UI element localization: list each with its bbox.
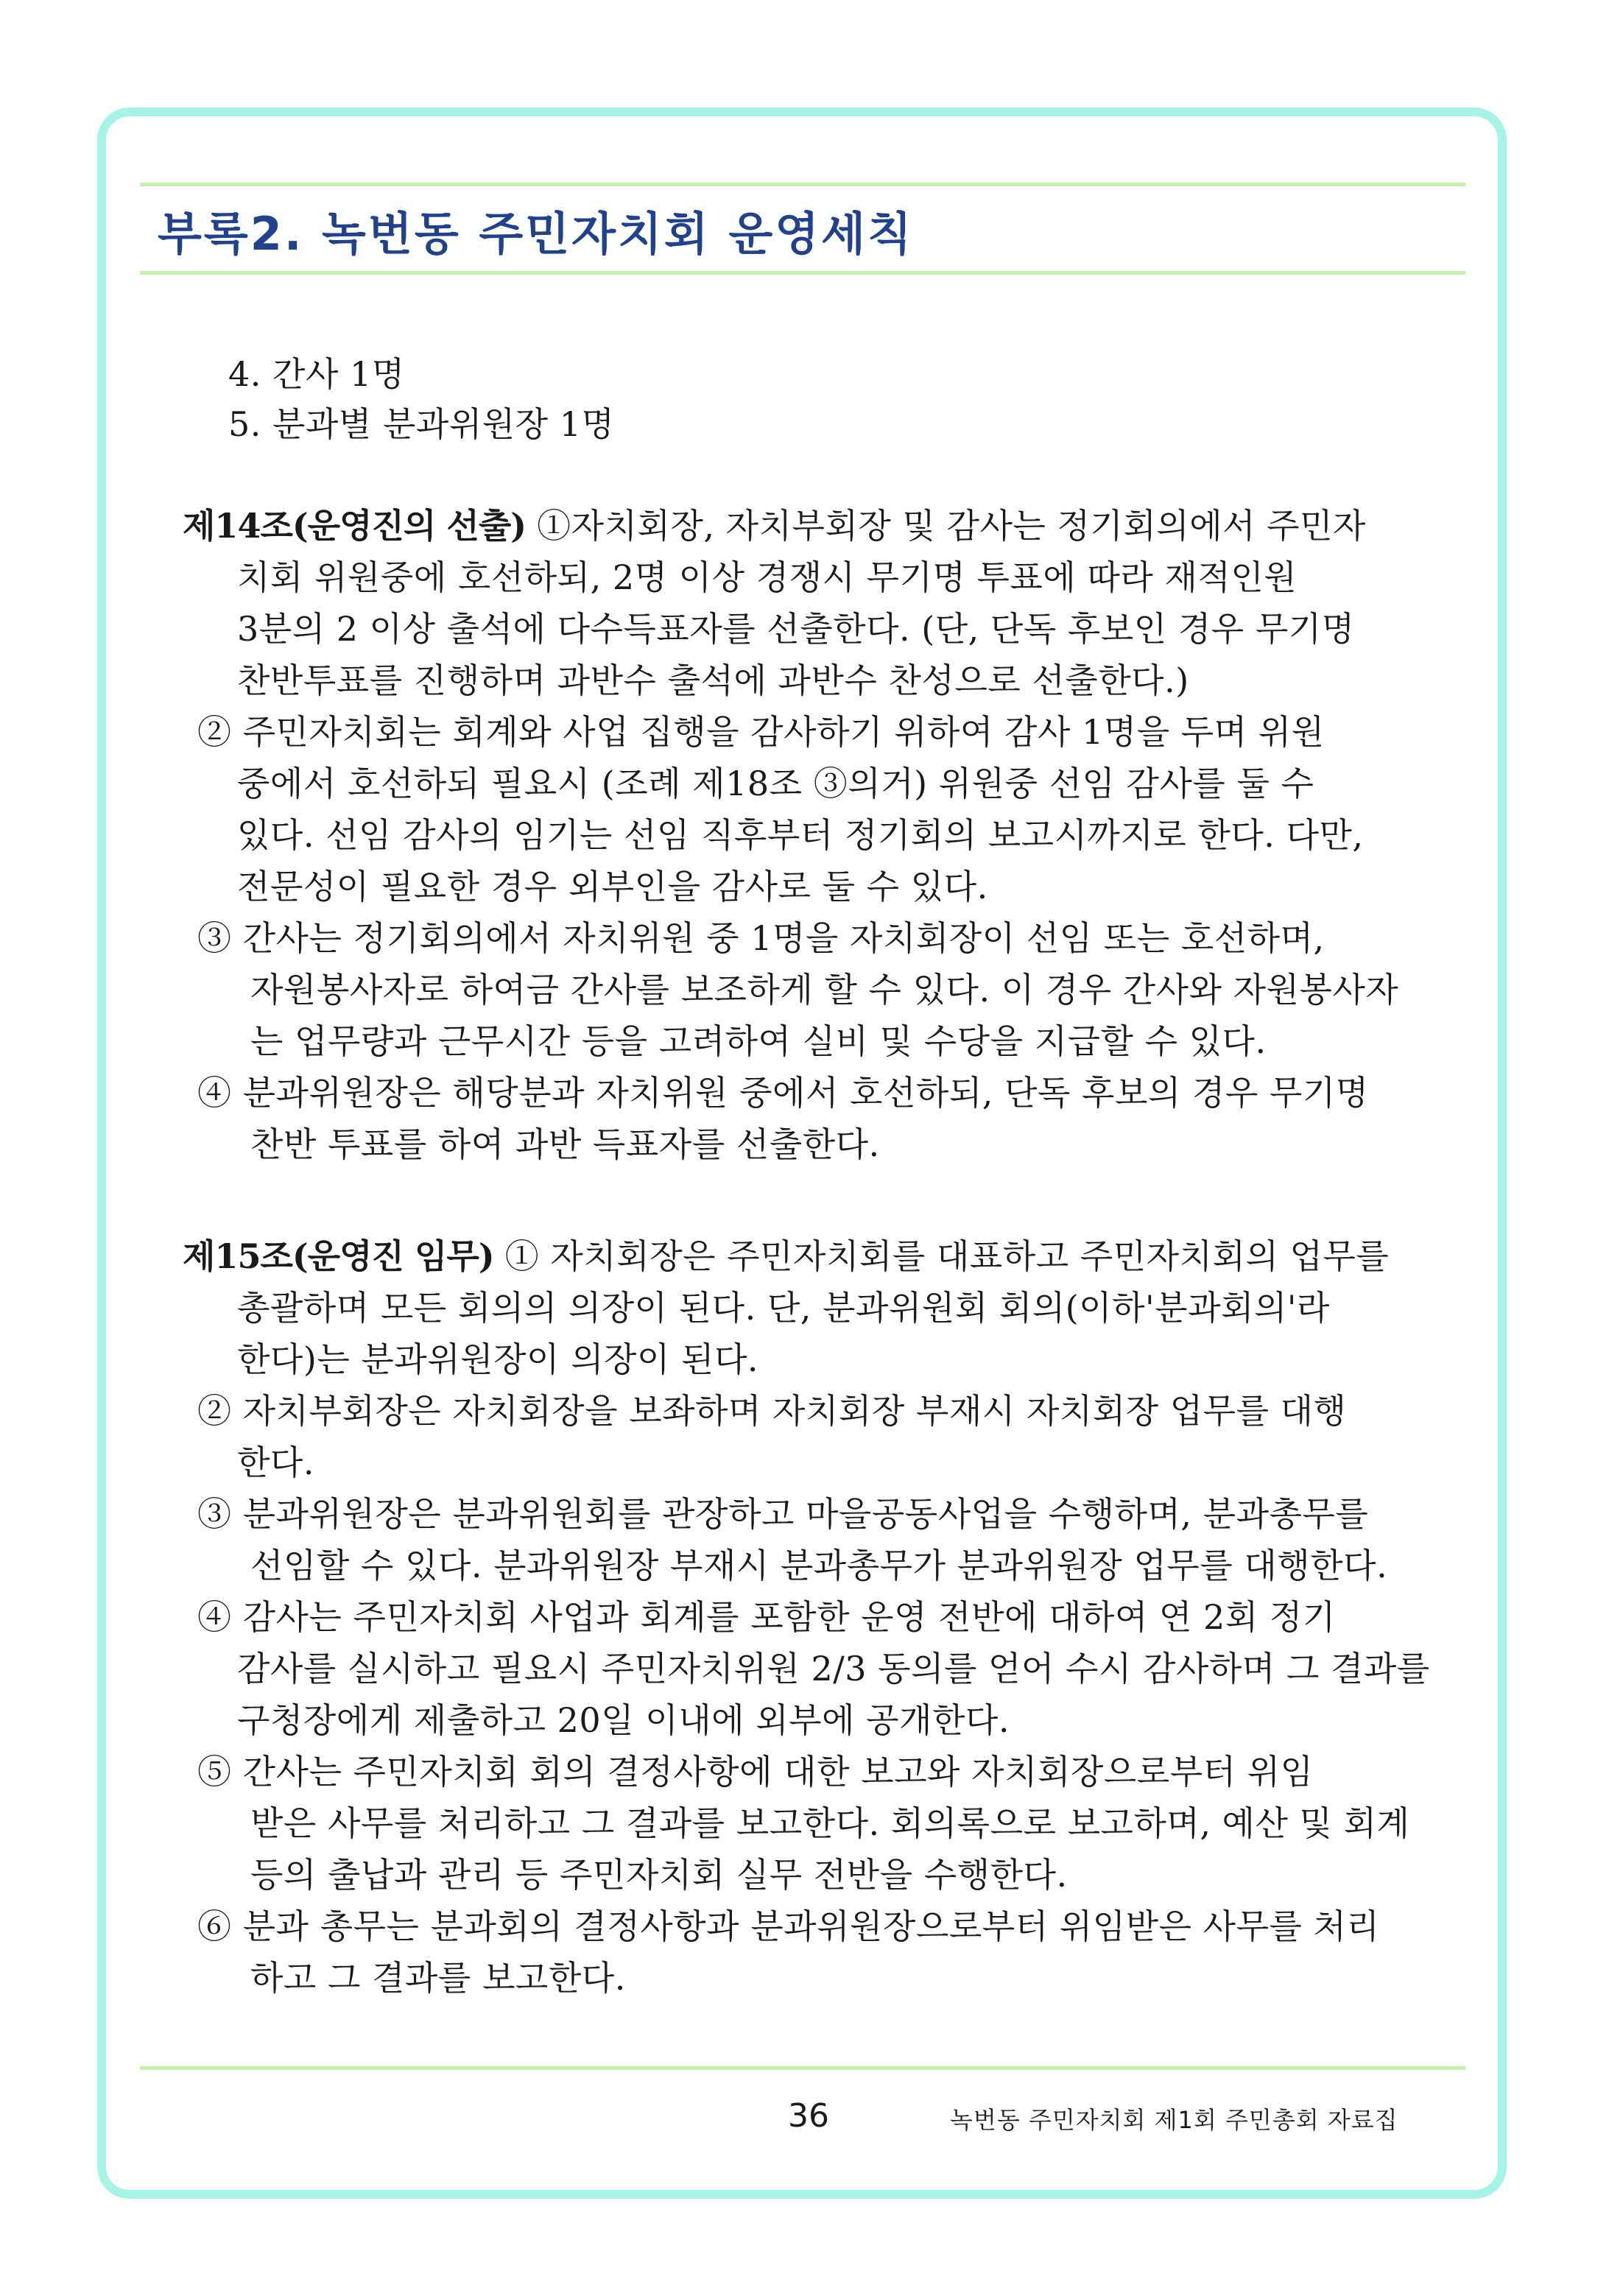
article-14-line: 전문성이 필요한 경우 외부인을 감사로 둘 수 있다. (237, 867, 988, 906)
article-14-line: 있다. 선임 감사의 임기는 선임 직후부터 정기회의 보고시까지로 한다. 다만, (237, 815, 1364, 855)
article-14-clause-2: ② 주민자치회는 회계와 사업 집행을 감사하기 위하여 감사 1명을 두며 위원 (197, 712, 1325, 752)
article-15-line: 한다. (237, 1443, 314, 1482)
article-14-text: ①자치회장, 자치부회장 및 감사는 정기회의에서 주민자 (526, 506, 1366, 546)
article-14-clause-4: ④ 분과위원장은 해당분과 자치위원 중에서 호선하되, 단독 후보의 경우 무기명 (197, 1073, 1369, 1113)
page-number: 36 (788, 2097, 829, 2135)
article-14-line: 중에서 호선하되 필요시 (조례 제18조 ③의거) 위원중 선임 감사를 둘 수 (237, 764, 1314, 803)
article-15-first-line (183, 1234, 1389, 1278)
article-15-line: 받은 사무를 처리하고 그 결과를 보고한다. 회의록으로 보고하며, 예산 및 회계 (250, 1803, 1410, 1843)
article-14-line: 는 업무량과 근무시간 등을 고려하여 실비 및 수당을 지급할 수 있다. (250, 1021, 1267, 1061)
page-title: 부록2. 녹번동 주민자치회 운영세칙 (158, 207, 914, 261)
list-item: 4. 간사 1명 (228, 354, 405, 394)
article-14-line: 찬반투표를 진행하며 과반수 출석에 과반수 찬성으로 선출한다.) (237, 661, 1189, 700)
article-15-clause-6: ⑥ 분과 총무는 분과회의 결정사항과 분과위원장으로부터 위임받은 사무를 처리 (197, 1906, 1380, 1946)
article-14-line: 치회 위원중에 호선하되, 2명 이상 경쟁시 무기명 투표에 따라 재적인원 (237, 557, 1298, 597)
article-15-line: 하고 그 결과를 보고한다. (250, 1958, 626, 1998)
list-item: 5. 분과별 분과위원장 1명 (228, 404, 615, 444)
article-14-line: 찬반 투표를 하여 과반 득표자를 선출한다. (250, 1124, 880, 1164)
footer-rule (140, 2066, 1465, 2070)
article-15-line: 등의 출납과 관리 등 주민자치회 실무 전반을 수행한다. (250, 1855, 1068, 1895)
article-15-clause-3: ③ 분과위원장은 분과위원회를 관장하고 마을공동사업을 수행하며, 분과총무를 (197, 1494, 1369, 1534)
article-15-line: 한다)는 분과위원장이 의장이 된다. (237, 1339, 759, 1379)
footer-publication: 녹번동 주민자치회 제1회 주민총회 자료집 (950, 2106, 1398, 2134)
article-15-line: 총괄하며 모든 회의의 의장이 된다. 단, 분과위원회 회의(이하'분과회의'라 (237, 1288, 1330, 1328)
article-14-line: 3분의 2 이상 출석에 다수득표자를 선출한다. (단, 단독 후보인 경우 무기명 (237, 609, 1355, 649)
article-15-line: 감사를 실시하고 필요시 주민자치위원 2/3 동의를 얻어 수시 감사하며 그 결과를 (237, 1649, 1430, 1688)
article-15-heading: 제15조(운영진 임무) (183, 1236, 494, 1276)
article-14-clause-3: ③ 간사는 정기회의에서 자치위원 중 1명을 자치회장이 선임 또는 호선하며, (197, 918, 1325, 958)
article-15-line: 구청장에게 제출하고 20일 이내에 외부에 공개한다. (237, 1700, 1010, 1740)
article-14-heading: 제14조(운영진의 선출) (183, 506, 527, 546)
article-15-clause-2: ② 자치부회장은 자치회장을 보좌하며 자치회장 부재시 자치회장 업무를 대행 (197, 1391, 1347, 1431)
article-15-text: ① 자치회장은 주민자치회를 대표하고 주민자치회의 업무를 (493, 1236, 1390, 1276)
article-14-line: 자원봉사자로 하여금 간사를 보조하게 할 수 있다. 이 경우 간사와 자원봉사자 (250, 970, 1399, 1010)
article-15-clause-5: ⑤ 간사는 주민자치회 회의 결정사항에 대한 보고와 자치회장으로부터 위임 (197, 1752, 1314, 1792)
article-14-first-line (183, 504, 1366, 548)
article-15-clause-4: ④ 감사는 주민자치회 사업과 회계를 포함한 운영 전반에 대하여 연 2회 정기 (197, 1597, 1336, 1637)
article-15-line: 선임할 수 있다. 분과위원장 부재시 분과총무가 분과위원장 업무를 대행한다. (250, 1546, 1388, 1585)
